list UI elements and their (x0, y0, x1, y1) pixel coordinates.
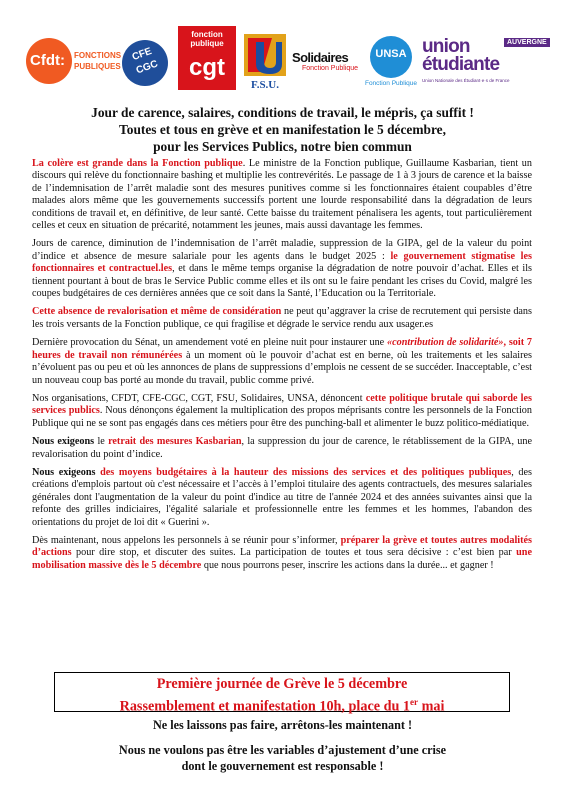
p6-text-d: , la suppression du jour de carence, le rétablissement de la GIPA, une revalorisation du point d’indice. (32, 436, 532, 460)
p1-highlight: La colère est grande dans la Fonction publique (32, 158, 243, 169)
footer-closing (40, 742, 525, 774)
p8-text-c: pour dire stop, et discuter des suites. La participation de toutes et tous sera décisive : c’est bien par (71, 547, 517, 559)
cfe-cgc-logo (122, 40, 168, 86)
page-title (40, 104, 525, 155)
footer-line-2: Nous ne voulons pas être les variables d’ajustement d’une crise (118, 743, 447, 757)
p1-text: . Le ministre de la Fonction publique, Guillaume Kasbarian, tient un discours qui relève du fonctionnaire bashing et multiplie les contrevérités. Le passage de 1 à 3 jours de carence et la baisse de l’indemnisation de l’arrêt maladie sont des mesures punitives comme si les fonctionnaires étaient coupables d’être malades alors même que les gouvernements successifs portent une lourde responsabilité dans la dégradation de leurs conditions de travail et, en définitive, de leur santé. Cette baisse du traitement pénalisera les agents, tout particulièrement celles et ceux en situation de précarité, notamment les jeunes, mais aussi davantage les femmes. (32, 158, 532, 232)
p7-highlight: des moyens budgétaires à la hauteur des missions des services et des politiques publiques (95, 466, 512, 478)
box-line-2 (55, 693, 509, 716)
ue-etudiante: étudiante (422, 54, 500, 75)
strike-announcement-box (54, 672, 510, 715)
title-line-3: pour les Services Publics, notre bien commun (153, 139, 412, 154)
p5-text-a: Nos organisations, CFDT, CFE-CGC, CGT, FSU, Solidaires, UNSA, dénoncent (32, 392, 366, 404)
p2-text-a: Jours de carence, diminution de l’indemnisation de l’arrêt maladie, suppression de la GIPA, gel de la valeur du point d’indice et absence de mesure salariale pour les agents dans le budget 2025 : (32, 238, 532, 262)
cgt-top1: fonction (191, 30, 223, 39)
p4-text-a: Dernière provocation du Sénat, un amendement voté en pleine nuit pour instaurer une (32, 337, 387, 349)
p5-text-c: . Nous dénonçons également la multiplication des propos méprisants contre les personnels de la Fonction Publique qui ne se sont pas engagés dans ces métiers pour être des punching-ball et alimenter le buzz politico-médiatique. (32, 405, 532, 429)
paragraph-1 (32, 158, 532, 232)
union-etudiante-logo (422, 36, 546, 92)
box-line-2-sup: er (410, 697, 419, 707)
title-line-2: Toutes et tous en grève et en manifestation le 5 décembre, (119, 122, 446, 137)
paragraph-3 (32, 306, 532, 331)
p2-highlight: le gouvernement stigmatise les fonctionnaires et contractuel.les (32, 250, 532, 275)
ue-union: union (422, 36, 470, 57)
p3-highlight: Cette absence de revalorisation et même de considération (32, 306, 282, 318)
logos-row (26, 26, 546, 96)
p6-bold: Nous exigeons (32, 436, 95, 448)
p8-highlight-1: préparer la grève et toutes autres modalités d’actions (32, 534, 532, 559)
cfe-text: CFE (130, 45, 154, 64)
paragraph-2 (32, 238, 532, 300)
solidaires-logo (292, 50, 360, 80)
body-text (32, 158, 532, 578)
fsu-wordmark: F.S.U. (250, 79, 280, 91)
paragraph-4 (32, 337, 532, 387)
paragraph-7 (32, 467, 532, 529)
p7-text-c: , des créations d'emplois partout où c'est nécessaire et l’accès à l’emploi titulaire des agents contractuels, des mesures salariales générales dont l'augmentation de la valeur du point d'indice au titre de l'année 2024 et des années suivantes ainsi que la refonte des grilles indiciaires, l'égalité salariale et professionnelle entre les femmes et les hommes, l'abandon des orientations du projet de loi dit « Guerini ». (32, 466, 532, 528)
title-line-1: Jour de carence, salaires, conditions de travail, le mépris, ça suffit ! (91, 105, 474, 120)
p6-text-b: le (94, 436, 109, 448)
paragraph-5 (32, 393, 532, 430)
box-line-2a: Rassemblement et manifestation 10h, place du 1 (119, 698, 411, 715)
cfdt-logo (26, 38, 122, 86)
solidaires-sub: Fonction Publique (302, 65, 359, 72)
paragraph-6 (32, 436, 532, 461)
unsa-logo (362, 36, 420, 92)
p5-highlight: cette politique brutale qui saborde les services publics (32, 392, 532, 417)
cgt-wordmark: cgt (189, 54, 225, 81)
cfdt-sub2: PUBLIQUES (74, 62, 121, 71)
p8-highlight-2: une mobilisation massive dès le 5 décembre (32, 547, 532, 571)
cgc-text: CGC (134, 58, 160, 77)
p6-highlight: retrait des mesures Kasbarian (108, 436, 242, 448)
cfdt-sub1: FONCTIONS (74, 51, 122, 60)
p4-text-d: à un moment où le pouvoir d’achat est en berne, où les traitements et les salaires n’évoluent pas ou peu et où les annonces de plans de suppressions d’emplois ne cessent de se succéder. Inacceptable, c’est un nouveau coup bas porté au monde du travail, public comme privé. (32, 349, 532, 386)
ue-sub: Union Nationale des Étudiant·e·s de France (422, 78, 510, 83)
p3-text: ne peut qu’aggraver la crise de recrutement qui persiste dans les trois versants de la Fonction publique, ce qui fragilise et dégrade le service rendu aux usager.es (32, 306, 532, 330)
p4-highlight: , soit 7 heures de travail non rémunérées (32, 337, 533, 361)
p2-text-c: , et dans le même temps organise la dégradation de notre pouvoir d’achat. Elles et ils tiennent pourtant à bout de bras le Service Public comme elles et ils ont su le faire pendant les crises du Covid, malgré les coupes budgétaires de ces dernières années que ce soit dans la Santé, l’Education ou la Territoriale. (32, 263, 532, 300)
box-line-2b: mai (418, 698, 445, 715)
unsa-wordmark: UNSA (375, 48, 407, 60)
cfdt-wordmark: Cfdt: (30, 52, 65, 69)
footer-slogan: Ne les laissons pas faire, arrêtons-les maintenant ! (152, 718, 413, 732)
cgt-top2: publique (190, 39, 224, 48)
paragraph-8 (32, 535, 532, 572)
p4-italic: «contribution de solidarité» (387, 337, 504, 349)
footer-line-3: dont le gouvernement est responsable ! (181, 759, 384, 773)
unsa-sub: Fonction Publique (364, 80, 418, 87)
box-line-1: Première journée de Grève le 5 décembre (156, 676, 408, 692)
ue-auvergne-badge: AUVERGNE (504, 38, 550, 47)
p7-bold: Nous exigeons (32, 466, 96, 478)
fsu-logo (242, 32, 288, 92)
cgt-logo (178, 26, 236, 90)
p8-text-e: que nous pourrons peser, inscrire les actions dans la durée... et gagner ! (201, 559, 494, 571)
p8-text-a: Dès maintenant, nous appelons les personnels à se réunir pour s’informer, (32, 534, 341, 546)
fsu-emblem-icon (242, 32, 288, 78)
solidaires-wordmark: Solidaires (292, 50, 349, 65)
